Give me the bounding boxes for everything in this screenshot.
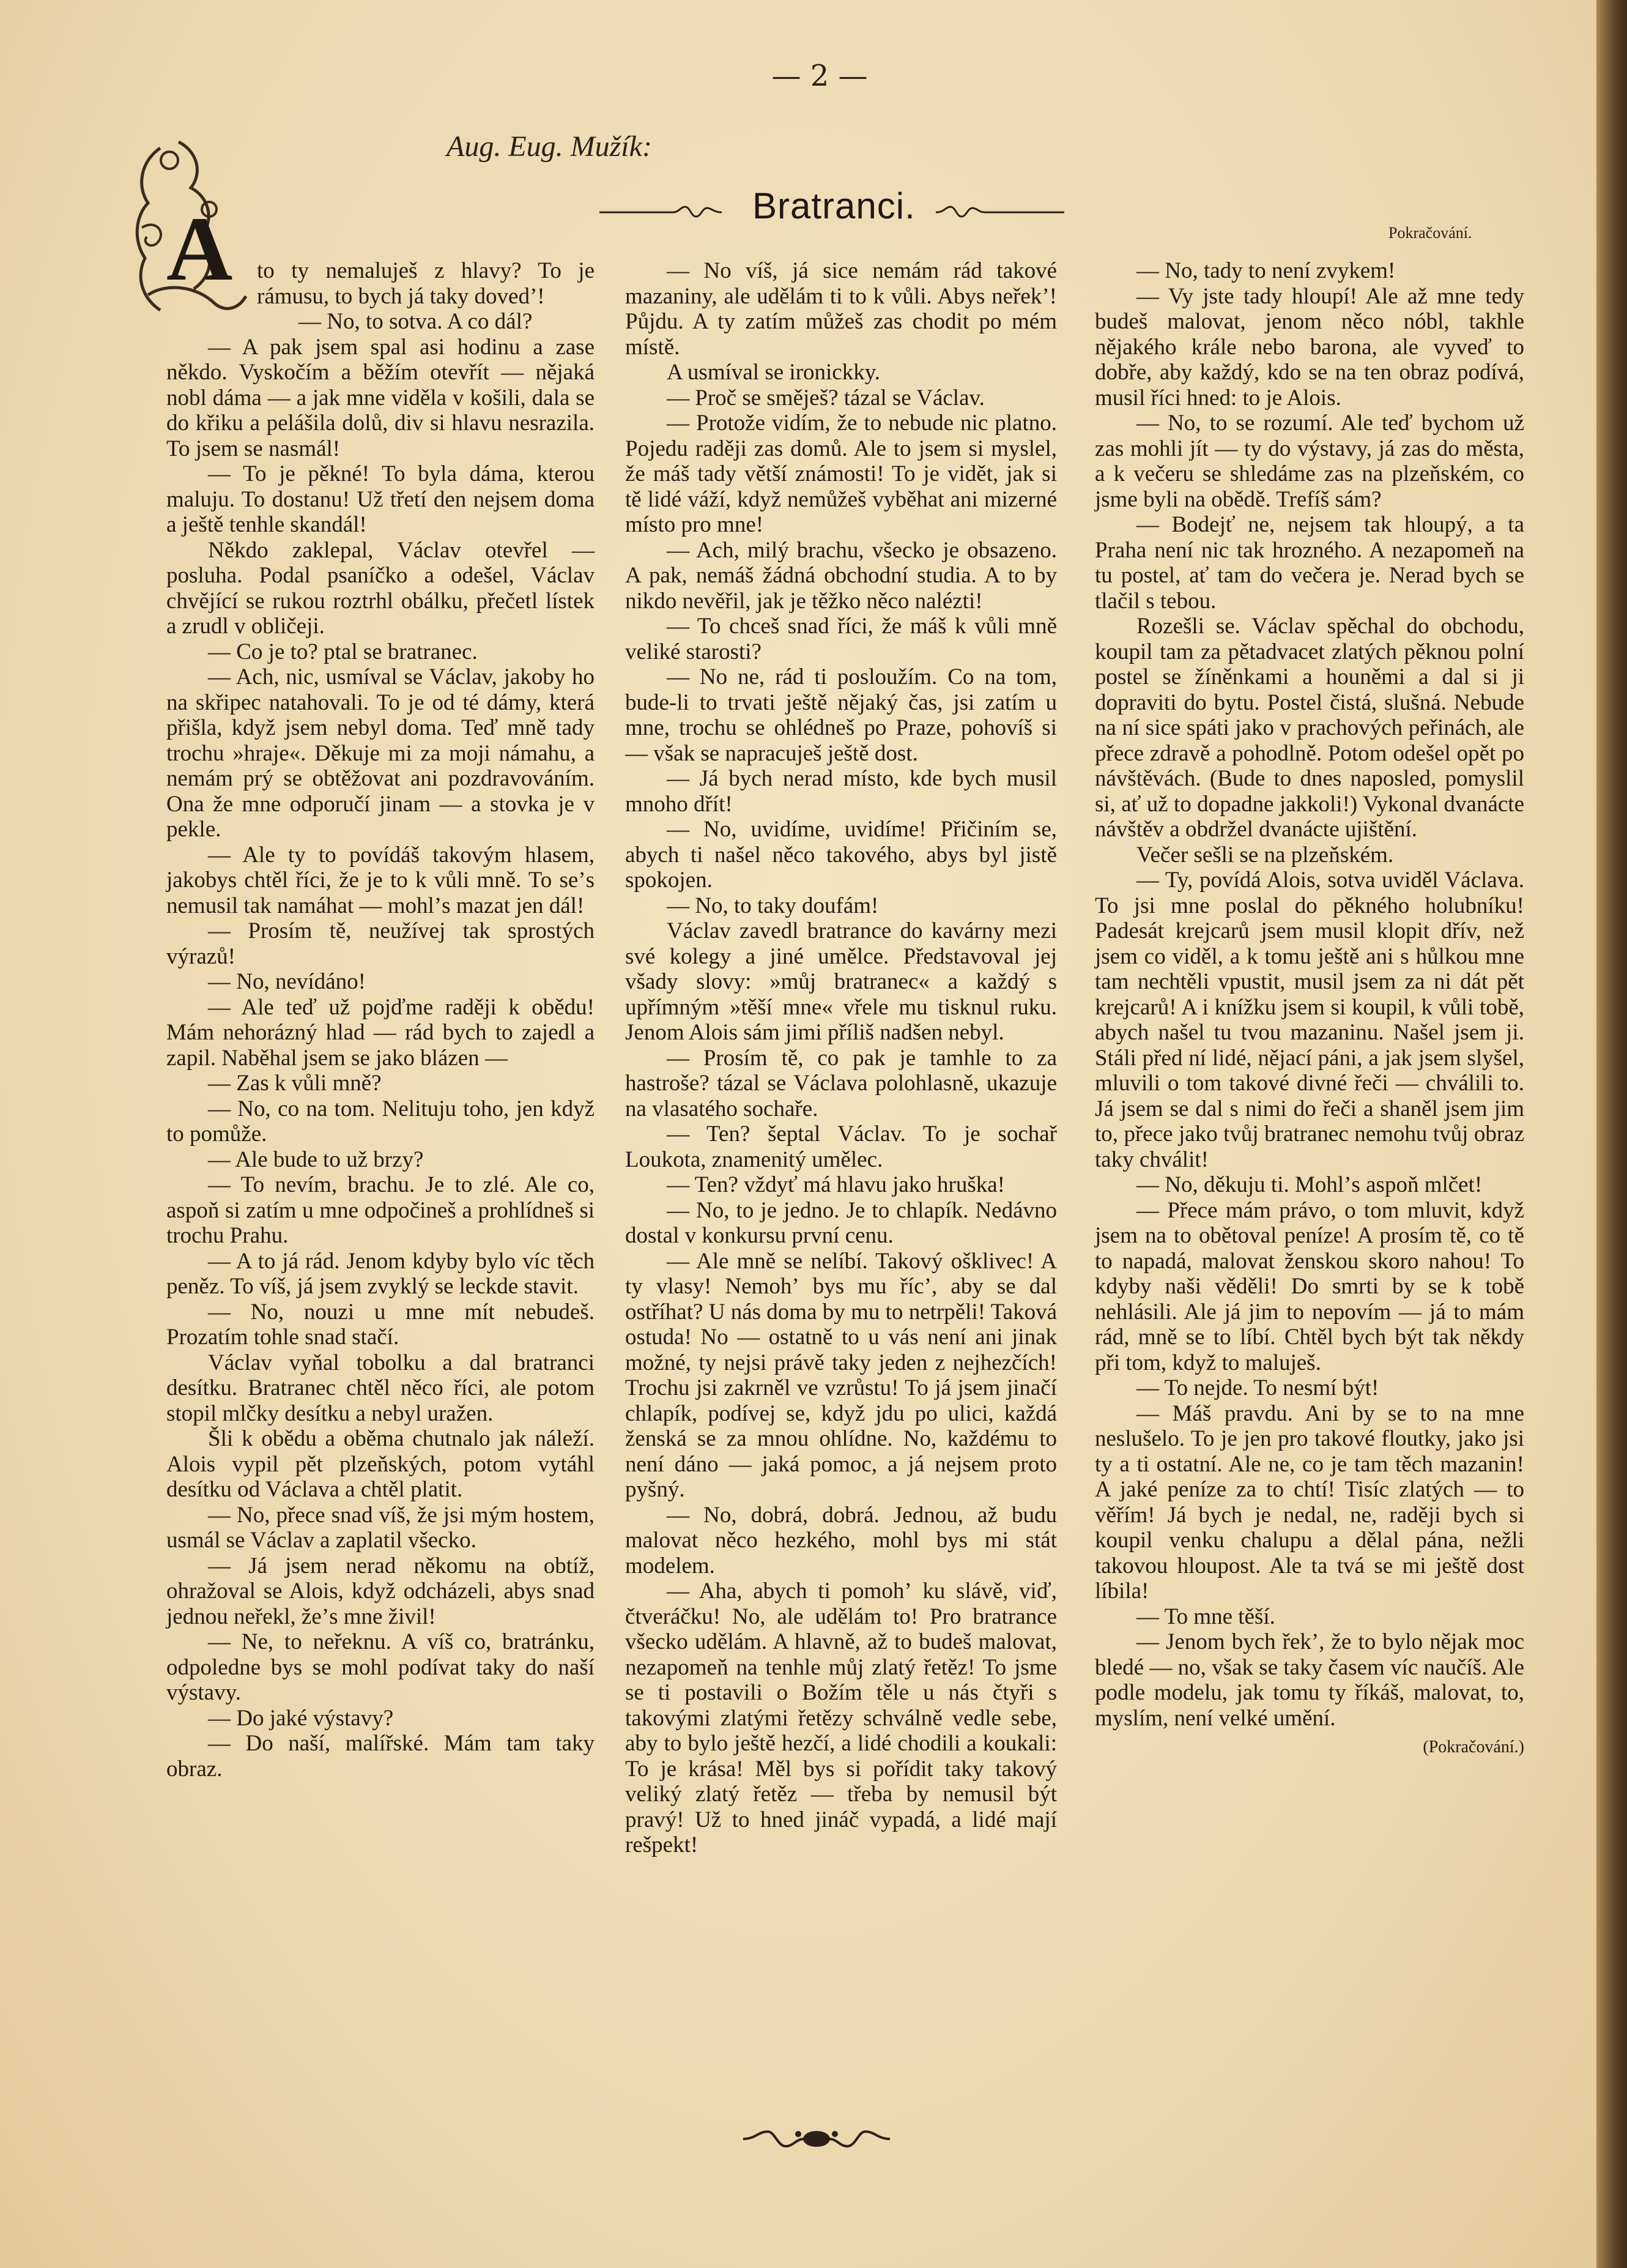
paragraph: — No, nevídáno! <box>208 969 366 994</box>
book-spine <box>1596 0 1627 2268</box>
paragraph: — Ten? vždyť má hlavu jako hruška! <box>667 1172 1005 1197</box>
paragraph: — Já bych nerad místo, kde bych musil mnoho dřít! <box>625 766 1057 817</box>
paragraph: — Ale teď už pojďme raději k obědu! Mám nehorázný hlad — rád bych to zajedl a zapil. Naběhal jsem se jako blázen — <box>166 994 595 1071</box>
paragraph: — No, přece snad víš, že jsi mým hostem, usmál se Václav a zaplatil všecko. <box>166 1502 595 1553</box>
paragraph: — Prosím tě, neužívej tak sprostých výrazů! <box>166 918 595 969</box>
paragraph: — No, tady to není zvykem! <box>1136 258 1396 283</box>
paragraph: Václav zavedl bratrance do kavárny mezi své kolegy a jiné umělce. Představoval jej všady slovy: »můj bratranec« a každý s upřímným »těší mne« vřele mu tisknul ruku. Jenom Alois sám jimi příliš nadšen nebyl. <box>625 918 1057 1045</box>
paragraph: — No, uvidíme, uvidíme! Přičiním se, abych ti našel něco takového, abys byl jistě spokojen. <box>625 817 1057 893</box>
paragraph: — Aha, abych ti pomohʼ ku slávě, viď, čtveráčku! No, ale udělám to! Pro bratrance všecko udělám. A hlavně, až to budeš malovat, nezapomeň na tenhle můj zlatý řetěz! To jsme se ti postavili o Božím těle u nás čtyři s takovými zlatými řetězy schválně vedle sebe, aby to bylo ještě hezčí, a lidé chodili a koukali: To je krása! Měl bys si pořídit taky takový veliký zlatý řetěz — třeba by nemusil být pravý! Už to hned jináč vypadá, a lidé mají rešpekt! <box>625 1578 1057 1857</box>
paragraph: — Ach, nic, usmíval se Václav, jakoby ho na skřipec natahovali. To je od té dámy, která přišla, když jsem nebyl doma. Teď mně tady trochu »hraje«. Děkuje mi za moji námahu, a nemám prý se obtěžovat ani pozdravováním. Ona že mne odporučí jinam — a stovka je v pekle. <box>166 664 595 842</box>
text-column-1 <box>166 198 595 1782</box>
paragraph: — Jenom bych řekʼ, že to bylo nějak moc bledé — no, však se taky časem víc naučíš. Ale podle modelu, jak tomu ty říkáš, malovat, to, myslím, není velké umění. <box>1095 1629 1524 1731</box>
paragraph: — No ne, rád ti posloužím. Co na tom, bude-li to trvati ještě nějaký čas, jsi zatím u mne, trochu se ohlédneš po Praze, pohovíš si — však se napracuješ ještě dost. <box>625 664 1057 766</box>
continued-label: Pokračování. <box>1388 224 1472 242</box>
paragraph: — Zas k vůli mně? <box>208 1071 382 1096</box>
paragraph: — To nejde. To nesmí být! <box>1136 1375 1379 1400</box>
paragraph: — No, co na tom. Nelituju toho, jen když to pomůže. <box>166 1096 595 1147</box>
paragraph: — Prosím tě, co pak je tamhle to za hastroše? tázal se Václava polohlasně, ukazuje na vlasatého sochaře. <box>625 1045 1057 1121</box>
paragraph: — Ach, milý brachu, všecko je obsazeno. A pak, nemáš žádná obchodní studia. A to by nikdo nevěřil, jak je těžko něco nalézti! <box>625 537 1057 614</box>
paragraph: — No, děkuju ti. Mohlʼs aspoň mlčet! <box>1136 1172 1483 1197</box>
paragraph: — Do jaké výstavy? <box>208 1705 394 1731</box>
paragraph: — Ty, povídá Alois, sotva uviděl Václava. To jsi mne poslal do pěkného holubníku! Padesát krejcarů jsem musil klopit dřív, než jsem co viděl, a k tomu ještě ani s hůlkou mne tam nechtěli vpustit, musil jsem za ni dát pět krejcarů! A i knížku jsem si koupil, k vůli tobě, abych našel tu tvou mazaninu. Našel jsem ji. Stáli před ní lidé, nějací páni, a jak jsem slyšel, mluvili o tom takové divné řeči — chválili to. Já jsem se dal s nimi do řeči a shaněl jsem jim to, přece jako tvůj bratranec nemohu tvůj obraz taky chválit! <box>1095 868 1524 1172</box>
paragraph: — No, to taky doufám! <box>667 893 879 918</box>
paragraph: — To chceš snad říci, že máš k vůli mně veliké starosti? <box>625 614 1057 664</box>
paragraph: — To je pěkné! To byla dáma, kterou maluju. To dostanu! Už třetí den nejsem doma a ještě tenhle skandál! <box>166 461 595 537</box>
ornamental-flourish-icon <box>124 136 252 319</box>
paragraph: Rozešli se. Václav spěchal do obchodu, koupil tam za pětadvacet zlatých pěknou polní postel se žíněnkami a houněmi a dal si ji dopraviti do bytu. Postel čistá, slušná. Nebude na ní sice spáti jako v prachových peřinách, ale přece zdravě a pohodlně. Potom odešel opět po návštěvách. (Bude to dnes naposled, pomyslil si, ať už to dopadne jakkoli!) Vykonal dvanácte návštěv a obdržel dvanácte ujištění. <box>1095 614 1524 842</box>
left-swash-ornament <box>599 203 722 221</box>
paragraph: — No, to se rozumí. Ale teď bychom už zas mohli jít — ty do výstavy, já zas do města, a k večeru se shledáme zas na plzeňském, co jsme byli na obědě. Trefíš sám? <box>1095 411 1524 512</box>
paragraph: Večer sešli se na plzeňském. <box>1136 842 1394 868</box>
text-column-2 <box>625 258 1057 1858</box>
paragraph: A usmíval se ironickky. <box>667 360 881 385</box>
paragraph: — Protože vidím, že to nebude nic platno. Pojedu raději zas domů. Ale to jsem si myslel, že máš tady větší známosti! To je vidět, jak si tě lidé váží, když nemůžeš vyběhat ani mizerné místo pro mne! <box>625 411 1057 537</box>
paragraph: to ty nemaluješ z hlavy? To je rámusu, to bych já taky dovedʼ! <box>257 258 595 309</box>
paragraph: — Bodejť ne, nejsem tak hloupý, a ta Praha není nic tak hrozného. A nezapomeň na tu postel, ať tam do večera je. Nerad bych se tlačil s tebou. <box>1095 512 1524 614</box>
paragraph: — Ne, to neřeknu. A víš co, bratránku, odpoledne bys se mohl podívat taky do naší výstavy. <box>166 1629 595 1705</box>
continued-end-note: (Pokračování.) <box>1423 1738 1524 1757</box>
paragraph: — Co je to? ptal se bratranec. <box>208 639 478 664</box>
right-swash-ornament <box>936 203 1064 221</box>
paragraph: — Ale ty to povídáš takovým hlasem, jakobys chtěl říci, že je to k vůli mně. To seʼs nemusil tak namáhat — mohlʼs mazat jen dál! <box>166 842 595 918</box>
drop-cap-letter: A <box>166 198 233 300</box>
tailpiece-ornament-icon <box>737 2121 896 2157</box>
author-byline: Aug. Eug. Mužík: <box>447 130 652 163</box>
text-column-3 <box>1095 258 1524 1760</box>
paragraph: — Ale mně se nelíbí. Takový ošklivec! A ty vlasy! Nemohʼ bys mu řícʼ, aby se dal ostříhat? U nás doma by mu to netrpěli! Taková ostuda! No — ostatně to u vás není ani jinak možné, ty nejsi právě taky jeden z nejhezčích! Trochu jsi zakrněl ve vzrůstu! To já jsem jinačí chlapík, podívej se, když jdu po ulici, každá ženská se za mnou ohlídne. No, každému to není dáno — jaká pomoc, a já nejsem proto pyšný. <box>625 1248 1057 1502</box>
paragraph: — To mne těší. <box>1136 1604 1275 1629</box>
page-number: — 2 — <box>771 59 868 93</box>
paragraph: — Ten? šeptal Václav. To je sochař Loukota, znamenitý umělec. <box>625 1121 1057 1172</box>
paragraph: — Vy jste tady hloupí! Ale až mne tedy budeš malovat, jenom něco nóbl, takhle nějakého krále nebo barona, ale vyveď to dobře, aby každý, kdo se na ten obraz podívá, musil říci hned: to je Alois. <box>1095 283 1524 411</box>
paragraph: — No, nouzi u mne mít nebudeš. Prozatím tohle snad stačí. <box>166 1299 595 1350</box>
paragraph: — Ale bude to už brzy? <box>208 1147 424 1172</box>
paragraph: — Proč se směješ? tázal se Václav. <box>667 385 985 411</box>
paragraph: — Přece mám právo, o tom mluvit, když jsem na to obětoval peníze! A prosím tě, co tě to napadá, malovat ženskou skoro nahou! To kdyby naši věděli! Do smrti by se k tobě nehlásili. Ale já jim to nepovím — já to mám rád, mně se to líbí. Chtěl bych být tak někdy při tom, když to maluješ. <box>1095 1197 1524 1375</box>
paragraph: — No, dobrá, dobrá. Jednou, až budu malovat něco hezkého, mohl bys mi stát modelem. <box>625 1502 1057 1578</box>
paragraph: Šli k obědu a oběma chutnalo jak náleží. Alois vypil pět plzeňských, potom vytáhl desítku od Václava a chtěl platit. <box>166 1426 595 1502</box>
article-title: Bratranci. <box>752 185 916 226</box>
paragraph: — Máš pravdu. Ani by se to na mne neslušelo. To je jen pro takové floutky, jako jsi ty a ti ostatní. Ale ne, co je tam těch mazanin! A jaké peníze za to chtí! Tisíc zlatých — to věřím! Já bych je nedal, ne, raději bych si koupil venku chalupu a dělal pána, nežli takovou hloupost. Ale ta tvá se mi ještě dost líbila! <box>1095 1400 1524 1604</box>
paragraph: — No víš, já sice nemám rád takové mazaniny, ale udělám ti to k vůli. Abys neřekʼ! Půjdu. A ty zatím můžeš zas chodit po mém místě. <box>625 258 1057 360</box>
paragraph: — A pak jsem spal asi hodinu a zase někdo. Vyskočím a běžím otevřít — nějaká nobl dáma — a jak mne viděla v košili, dala se do křiku a pelášila dolů, div si hlavu nesrazila. To jsem se nasmál! <box>166 334 595 461</box>
paragraph: — To nevím, brachu. Je to zlé. Ale co, aspoň si zatím u mne odpočineš a prohlídneš si trochu Prahu. <box>166 1172 595 1248</box>
paragraph: — Do naší, malířské. Mám tam taky obraz. <box>166 1731 595 1782</box>
paragraph: Václav vyňal tobolku a dal bratranci desítku. Bratranec chtěl něco říci, ale potom stopil mlčky desítku a nebyl uražen. <box>166 1350 595 1426</box>
paragraph: — A to já rád. Jenom kdyby bylo víc těch peněz. To víš, já jsem zvyklý se leckde stavit. <box>166 1248 595 1299</box>
paragraph: — Já jsem nerad někomu na obtíž, ohražoval se Alois, když odcházeli, abys snad jednou neřekl, žeʼs mne živil! <box>166 1553 595 1629</box>
paragraph: — No, to sotva. A co dál? <box>298 309 533 334</box>
paragraph: — No, to je jedno. Je to chlapík. Nedávno dostal v konkursu první cenu. <box>625 1197 1057 1248</box>
title-row <box>587 185 1064 234</box>
paragraph: Někdo zaklepal, Václav otevřel — posluha. Podal psaníčko a odešel, Václav chvějící se rukou roztrhl obálku, přečetl lístek a zrudl v obličeji. <box>166 537 595 639</box>
ornamental-initial <box>124 136 252 319</box>
